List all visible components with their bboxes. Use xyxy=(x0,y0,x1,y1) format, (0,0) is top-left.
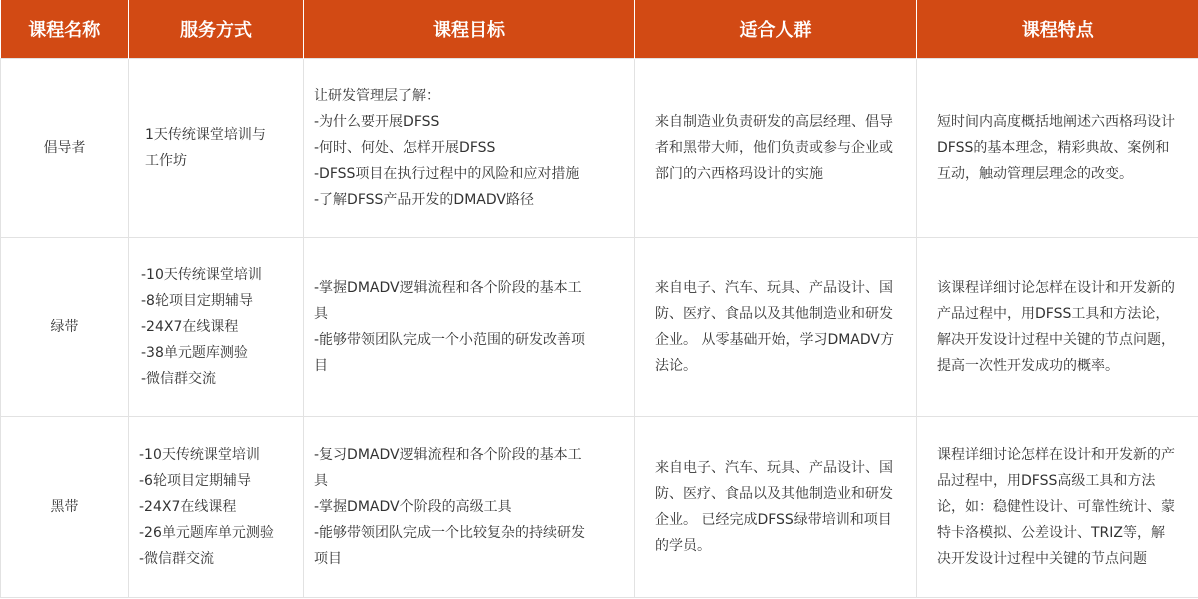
service-line: -24X7在线课程 xyxy=(139,499,237,515)
goal-line: 具 xyxy=(314,306,328,322)
features-text: 该课程详细讨论怎样在设计和开发新的产品过程中，用DFSS工具和方法论，解决开发设计过程中关键的节点问题，提高一次性开发成功的概率。 xyxy=(937,280,1175,374)
audience-cell xyxy=(635,59,917,238)
service-cell xyxy=(129,417,304,598)
features-text: 课程详细讨论怎样在设计和开发新的产品过程中，用DFSS高级工具和方法论，如：稳健性设计、可靠性统计、蒙特卡洛模拟、公差设计、TRIZ等，解决开发设计过程中关键的节点问题 xyxy=(937,447,1175,567)
goal-line: 让研发管理层了解： xyxy=(314,88,440,104)
goal-line: -DFSS项目在执行过程中的风险和应对措施 xyxy=(314,166,580,182)
service-line: -10天传统课堂培训 xyxy=(139,447,260,463)
features-cell xyxy=(917,238,1198,417)
goal-cell xyxy=(304,238,635,417)
header-service-mode: 服务方式 xyxy=(129,0,304,59)
service-line: -微信群交流 xyxy=(139,551,215,567)
audience-cell xyxy=(635,417,917,598)
service-line: -8轮项目定期辅导 xyxy=(141,293,253,309)
table-row xyxy=(1,238,1198,417)
service-line: -38单元题库测验 xyxy=(141,345,248,361)
audience-cell xyxy=(635,238,917,417)
goal-line: -能够带领团队完成一个小范围的研发改善项 xyxy=(314,332,586,348)
audience-text: 来自电子、汽车、玩具、产品设计、国防、医疗、食品以及其他制造业和研发企业。 已经完成DFSS绿带培训和项目的学员。 xyxy=(655,460,893,554)
goal-line: -掌握DMADV逻辑流程和各个阶段的基本工 xyxy=(314,280,582,296)
service-cell xyxy=(129,238,304,417)
goal-line: -为什么要开展DFSS xyxy=(314,114,440,130)
goal-line: -何时、何处、怎样开展DFSS xyxy=(314,140,496,156)
features-cell xyxy=(917,417,1198,598)
service-line: 工作坊 xyxy=(145,153,187,169)
audience-text: 来自电子、汽车、玩具、产品设计、国防、医疗、食品以及其他制造业和研发企业。 从零基础开始，学习DMADV方法论。 xyxy=(655,280,894,374)
service-line: -微信群交流 xyxy=(141,371,217,387)
course-name-cell: 倡导者 xyxy=(1,59,129,238)
goal-line: 具 xyxy=(314,473,328,489)
goal-line: -复习DMADV逻辑流程和各个阶段的基本工 xyxy=(314,447,582,463)
goal-line: -掌握DMADV个阶段的高级工具 xyxy=(314,499,512,515)
service-line: -24X7在线课程 xyxy=(141,319,239,335)
table-row xyxy=(1,59,1198,238)
header-course-features: 课程特点 xyxy=(917,0,1198,59)
goal-cell xyxy=(304,417,635,598)
service-cell xyxy=(129,59,304,238)
goal-line: -能够带领团队完成一个比较复杂的持续研发 xyxy=(314,525,586,541)
goal-line: 目 xyxy=(314,358,328,374)
service-line: -6轮项目定期辅导 xyxy=(139,473,251,489)
service-line: -26单元题库单元测验 xyxy=(139,525,274,541)
goal-line: -了解DFSS产品开发的DMADV路径 xyxy=(314,192,534,208)
table-row xyxy=(1,417,1198,598)
goal-line: 项目 xyxy=(314,551,342,567)
header-course-goal: 课程目标 xyxy=(304,0,635,59)
service-line: -10天传统课堂培训 xyxy=(141,267,262,283)
features-text: 短时间内高度概括地阐述六西格玛设计DFSS的基本理念，精彩典故、案例和互动，触动管理层理念的改变。 xyxy=(937,114,1175,182)
course-name-cell: 黑带 xyxy=(1,417,129,598)
audience-text: 来自制造业负责研发的高层经理、倡导者和黑带大师，他们负责或参与企业或部门的六西格玛设计的实施 xyxy=(655,114,893,182)
header-target-audience: 适合人群 xyxy=(635,0,917,59)
goal-cell xyxy=(304,59,635,238)
course-name-cell: 绿带 xyxy=(1,238,129,417)
header-course-name: 课程名称 xyxy=(1,0,129,59)
service-line: 1天传统课堂培训与 xyxy=(145,127,266,143)
header-row xyxy=(1,0,1198,59)
features-cell xyxy=(917,59,1198,238)
